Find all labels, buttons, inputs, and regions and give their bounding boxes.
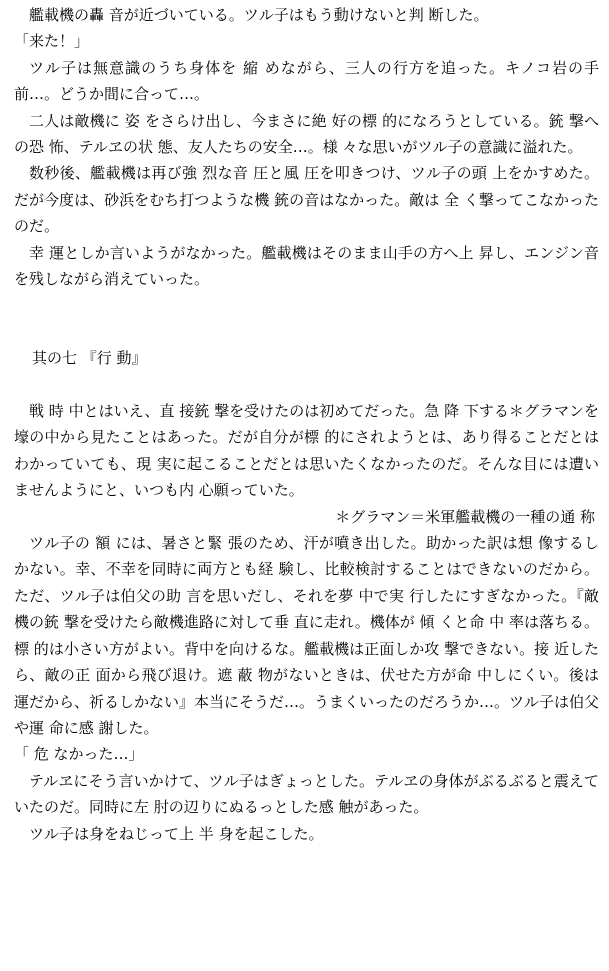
paragraph-9: ツル子の 額 には、暑さと緊 張のため、汗が噴き出した。助かった訳は想 像するしかない。幸、不幸を同時に両方とも経 験し、比較検討することはできないのだから。ただ、ツル子は伯父の助 言を思いだし、それを夢 中で実 行したにすぎなかった。『敵機の銃 撃を受けたら敵機進路に対して垂 直に走れ。機体が 傾 くと命 中 率は落ちる。標 的は小さい方がよい。背中を向けるな。艦載機は正面しか攻 撃できない。接 近したら、敵の正 面から飛び退け。遮 蔽 物がないときは、伏せた方が命 中しにくい。後は運だから、祈るしかない』本当にそうだ…。うまくいったのだろうか…。ツル子は伯父や運 命に感 謝した。 (14, 534, 600, 737)
paragraph-3: ツル子は無意識のうち身体を 縮 めながら、三人の行方を追った。キノコ岩の手前…。どうか間に合って…。 (14, 58, 599, 104)
paragraph-5: 数秒後、艦載機は再び強 烈な音 圧と風 圧を叩きつけ、ツル子の頭 上をかすめた。だが今度は、砂浜をむち打つような機 銃の音はなかった。敵は 全 く撃ってこなかったのだ。 (14, 164, 599, 236)
paragraph-12: ツル子は身をねじって上 半 身を起こした。 (29, 824, 324, 843)
spacer (14, 292, 599, 318)
spacer (14, 372, 599, 398)
section-heading: 其の七 『行 動』 (32, 349, 147, 368)
spacer (14, 319, 599, 345)
paragraph-1: 艦載機の轟 音が近づいている。ツル子はもう動けないと判 断した。 (29, 6, 489, 24)
paragraph-4: 二人は敵機に 姿 をさらけ出し、今まさに絶 好の標 的になろうとしている。銃 撃への恐 怖、テルヱの状 態、友人たちの安全…。様 々な思いがツル子の意識に溢れた。 (14, 111, 599, 157)
paragraph-11: テルヱにそう言いかけて、ツル子はぎょっとした。テルヱの身体がぶるぶると震えていたのだ。同時に左 肘の辺りにぬるっとした感 触があった。 (14, 771, 599, 817)
paragraph-2: 「来た！」 (14, 32, 90, 51)
paragraph-6: 幸 運としか言いようがなかった。艦載機はそのまま山手の方へ上 昇し、エンジン音を残しながら消えていった。 (14, 243, 599, 289)
footnote: ＊グラマン＝米軍艦載機の一種の通 称 (335, 507, 595, 526)
paragraph-10: 「 危 なかった…」 (14, 745, 144, 764)
paragraph-7: 戦 時 中とはいえ、直 接銃 撃を受けたのは初めてだった。急 降 下する＊グラマンを壕の中から見たことはあった。だが自分が標 的にされようとは、あり得ることだとはわかっていても、現 実に起こることだとは思いたくなかったのだ。そんな目には遭いませんようにと、いつも内 心願っていた。 (14, 402, 599, 500)
